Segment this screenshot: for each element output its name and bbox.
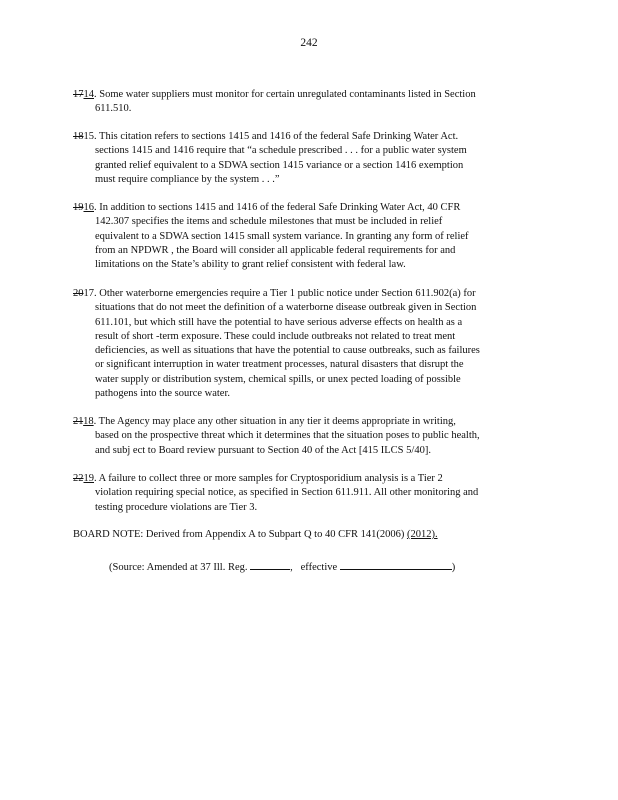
page-number: 242: [300, 37, 318, 49]
note-text: . A failure to collect three or more samples for Cryptosporidium analysis is a Tier 2: [94, 473, 443, 484]
struck-number: 22: [73, 473, 84, 484]
note-text: based on the prospective threat which it determines that the situation poses to public health,: [95, 430, 480, 442]
note-text: result of short -term exposure. These could include outbreaks not related to treat ment: [95, 330, 456, 342]
struck-number: 21: [73, 416, 84, 427]
footnote-19: [73, 472, 539, 515]
footnote-16: [73, 201, 539, 272]
note-text: equivalent to a SDWA section 1415 small system variance. In granting any form of relief: [95, 230, 469, 242]
note-text: testing procedure violations are Tier 3.: [95, 501, 258, 513]
struck-number: 19: [73, 202, 84, 213]
struck-number: 17: [73, 89, 84, 100]
board-note: [73, 529, 438, 540]
footnote-14: [73, 88, 539, 117]
board-note-period: .: [434, 529, 438, 540]
note-text: or significant interruption in water treatment processes, natural disasters that disrupt the: [95, 359, 464, 371]
note-text: 611.510.: [95, 103, 132, 115]
register-blank: [250, 559, 290, 570]
note-text: . In addition to sections 1415 and 1416 of the federal Safe Drinking Water Act, 40 CFR: [94, 202, 461, 213]
note-text: . The Agency may place any other situation in any tier it deems appropriate in writing,: [93, 416, 456, 427]
note-text: . This citation refers to sections 1415 and 1416 of the federal Safe Drinking Water Act.: [94, 131, 459, 142]
source-close: ): [451, 562, 456, 573]
note-text: must require compliance by the system . . .”: [95, 173, 280, 185]
note-text: 142.307 specifies the items and schedule milestones that must be included in relief: [95, 216, 443, 228]
note-text: limitations on the State’s ability to grant relief consistent with federal law.: [95, 259, 406, 271]
note-text: situations that do not meet the definition of a waterborne disease outbreak given in Section: [95, 302, 477, 314]
board-note-new-year: (2012): [406, 529, 435, 540]
inserted-number: 18: [83, 416, 94, 427]
footnote-17: [73, 287, 539, 401]
source-open: (Source: Amended at 37 Ill. Reg.: [109, 562, 248, 573]
note-text: sections 1415 and 1416 require that “a schedule prescribed . . . for a public water system: [95, 145, 467, 157]
inserted-number: 14: [83, 89, 94, 100]
source-effective: effective: [300, 562, 338, 573]
struck-number: 20: [73, 288, 84, 299]
note-text: . Some water suppliers must monitor for certain unregulated contaminants listed in Section: [94, 89, 476, 100]
note-text: deficiencies, as well as situations that have the potential to cause outbreaks, such as failures: [95, 345, 480, 357]
inserted-number: 19: [83, 473, 94, 484]
note-text: from an NPDWR , the Board will consider all applicable federal requirements for and: [95, 244, 456, 256]
inserted-number: 15: [83, 131, 94, 142]
source-line: [109, 559, 455, 573]
effective-blank: [340, 559, 452, 570]
struck-number: 18: [73, 131, 84, 142]
note-text: pathogens into the source water.: [95, 388, 231, 400]
note-text: violation requiring special notice, as specified in Section 611.911. All other monitoring and: [95, 487, 479, 499]
inserted-number: 17: [83, 288, 94, 299]
note-text: . Other waterborne emergencies require a Tier 1 public notice under Section 611.902(a) for: [94, 288, 476, 299]
board-note-text: BOARD NOTE: Derived from Appendix A to Subpart Q to 40 CFR 141: [73, 529, 377, 540]
footnote-18: [73, 415, 539, 458]
note-text: water supply or distribution system, chemical spills, or unex pected loading of possible: [95, 373, 461, 385]
footnote-15: [73, 130, 539, 187]
note-text: granted relief equivalent to a SDWA section 1415 variance or a section 1416 exemption: [95, 159, 464, 171]
board-note-old-year: (2006): [376, 529, 405, 540]
note-text: and subj ect to Board review pursuant to Section 40 of the Act [415 ILCS 5/40].: [95, 444, 431, 456]
source-comma: ,: [290, 562, 293, 573]
inserted-number: 16: [83, 202, 94, 213]
note-text: 611.101, but which still have the potential to have serious adverse effects on health as a: [95, 316, 463, 328]
